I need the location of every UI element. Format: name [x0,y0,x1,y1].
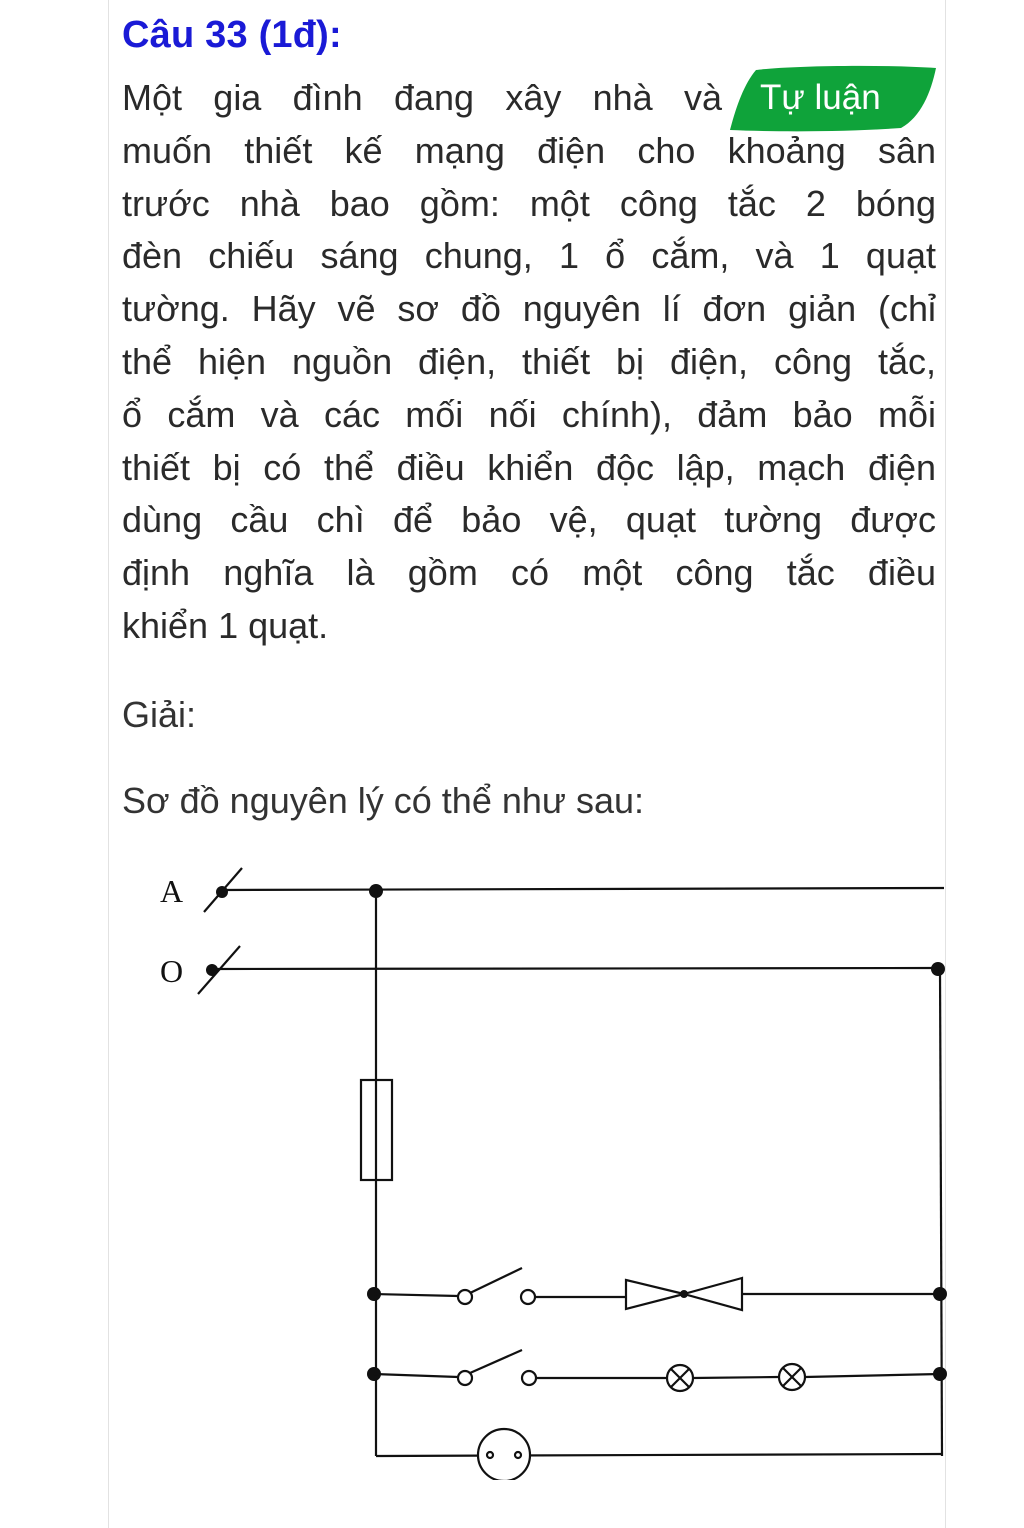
neutral-label: O [160,953,184,989]
question-line: thiết bị có thể điều khiển độc lập, mạch điện [122,446,936,488]
question-line: khiển 1 quạt. [122,604,329,646]
question-title: Câu 33 (1đ): [122,14,342,56]
question-line: trước nhà bao gồm: một công tắc 2 bóng [122,182,936,224]
lamp-switch-contact-a [458,1371,472,1385]
phase-wire [222,888,944,890]
badge-tu-luan[interactable]: Tự luận [760,78,881,117]
fan-switch-contact-b [521,1290,535,1304]
question-line: ổ cắm và các mối nối chính), đảm bảo mỗi [122,393,936,435]
socket-branch-wire [376,1454,942,1456]
question-line: dùng cầu chì để bảo vệ, quạt tường được [122,499,936,541]
fan-branch-wire-a [374,1294,458,1296]
question-line: tường. Hãy vẽ sơ đồ nguyên lí đơn giản (chỉ [122,288,936,330]
lamp-branch-wire-c [693,1377,778,1378]
lamp-switch-contact-b [522,1371,536,1385]
neutral-wire [212,968,938,969]
lamp-switch-blade [470,1350,522,1373]
lamp-branch-right-node [933,1367,947,1381]
lamp-2-icon [779,1364,805,1390]
fan-branch-right-node [933,1287,947,1301]
fan-switch-blade [470,1268,522,1293]
question-line: thể hiện nguồn điện, thiết bị điện, công tắc, [122,340,936,382]
question-line: định nghĩa là gồm có một công tắc điều [122,552,936,594]
lamp-1-icon [667,1365,693,1391]
circuit-diagram [0,840,1024,1480]
question-line: Một gia đình đang xây nhà và [122,77,722,118]
question-body [122,72,936,653]
lamp-branch-wire-d [805,1374,940,1377]
question-line: đèn chiếu sáng chung, 1 ổ cắm, và 1 quạt [122,235,936,277]
solution-label: Giải: [122,694,197,735]
right-riser [940,969,942,1456]
phase-terminal-node [216,886,228,898]
phase-label: A [160,873,184,909]
socket-icon [478,1429,530,1480]
fan-center-dot [680,1290,688,1298]
question-line: muốn thiết kế mạng điện cho khoảng sân [122,129,936,171]
lamp-branch-wire-a [374,1374,458,1377]
solution-intro: Sơ đồ nguyên lý có thể như sau: [122,780,645,821]
neutral-junction [931,962,945,976]
